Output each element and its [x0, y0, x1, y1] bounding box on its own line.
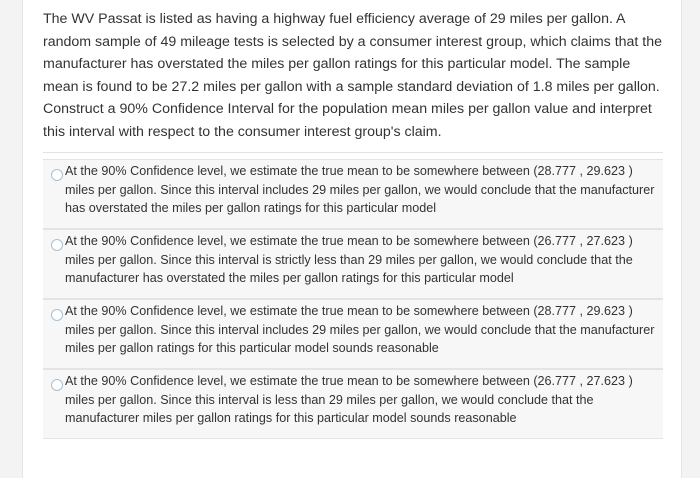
divider	[43, 152, 663, 153]
answer-option-text: At the 90% Confidence level, we estimate the true mean to be somewhere between (26.777 , 27.623 ) miles per gallon. Since this interval is less than 29 miles per gallon, we would conclude that the manufacturer miles per gallon ratings for this particular model sounds reasonable	[65, 374, 633, 426]
radio-button[interactable]	[51, 169, 63, 181]
radio-button[interactable]	[51, 239, 63, 251]
question-text: The WV Passat is listed as having a highway fuel efficiency average of 29 miles per gallon. A random sample of 49 mileage tests is selected by a consumer interest group, which claims that the manufacturer has overstated the miles per gallon ratings for this particular model. The sample mean is found to be 27.2 miles per gallon with a sample standard deviation of 1.8 miles per gallon. Construct a 90% Confidence Interval for the population mean miles per gallon value and interpret this interval with respect to the consumer interest group's claim.	[43, 11, 663, 140]
radio-button[interactable]	[51, 379, 63, 391]
answer-option-2[interactable]	[43, 229, 663, 299]
answer-option-text: At the 90% Confidence level, we estimate the true mean to be somewhere between (28.777 , 29.623 ) miles per gallon. Since this interval includes 29 miles per gallon, we would conclude that the manufacturer has overstated the miles per gallon ratings for this particular model	[65, 164, 655, 216]
question-card	[22, 0, 682, 478]
answer-option-4[interactable]	[43, 369, 663, 439]
answer-option-text: At the 90% Confidence level, we estimate the true mean to be somewhere between (28.777 , 29.623 ) miles per gallon. Since this interval includes 29 miles per gallon, we would conclude that the manufacturer miles per gallon ratings for this particular model sounds reasonable	[65, 304, 655, 356]
radio-button[interactable]	[51, 309, 63, 321]
answer-option-text: At the 90% Confidence level, we estimate the true mean to be somewhere between (26.777 , 27.623 ) miles per gallon. Since this interval is strictly less than 29 miles per gallon, we would conclude that the manufacturer has overstated the miles per gallon ratings for this particular model	[65, 234, 633, 286]
answer-option-3[interactable]	[43, 299, 663, 369]
answer-option-1[interactable]	[43, 159, 663, 229]
